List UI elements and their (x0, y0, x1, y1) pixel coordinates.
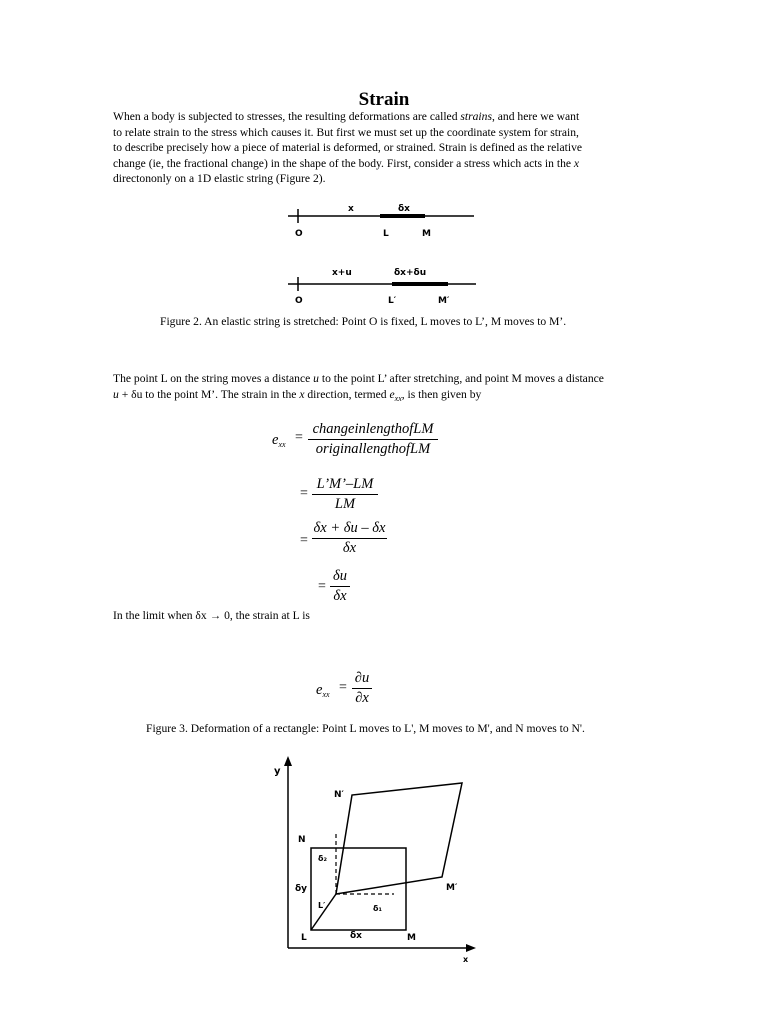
second-paragraph (113, 371, 658, 406)
y-axis-arrow (284, 756, 292, 766)
fraction-length-ratio: changeinlengthofLM originallengthofLM (308, 421, 438, 458)
para2-line-1: The point L on the string moves a distance u to the point L’ after stretching, and point M moves a distance (113, 372, 604, 385)
final-equals-sign: = (339, 680, 347, 695)
figure-3-caption: Figure 3. Deformation of a rectangle: Point L moves to L', M moves to M', and N moves to N'. (146, 722, 585, 735)
page-title: Strain (358, 89, 410, 110)
intro-line-2: to relate strain to the stress which causes it. But first we must set up the coordinate system for strain, (113, 125, 579, 139)
equals-sign-3: = (300, 533, 308, 548)
final-strain-lhs: $e_{xx}$ (316, 682, 330, 699)
label-m-prime: M′ (438, 296, 450, 306)
fraction-lm-difference: L’M’–LM LM (312, 476, 378, 513)
figure-2-caption: Figure 2. An elastic string is stretched: Point O is fixed, L moves to L’, M moves to M’. (160, 315, 567, 328)
deformed-parallelogram (336, 783, 462, 894)
fraction-delta-expansion: δx + δu – δx δx (313, 520, 386, 556)
fraction-du-over-dx: δu δx (330, 568, 350, 605)
x-axis-arrow (466, 944, 476, 952)
label-n-prime: N′ (334, 790, 344, 800)
equals-sign-4: = (318, 579, 326, 594)
label-m: M (422, 229, 431, 239)
label-delta-y: δy (295, 884, 308, 894)
label-o-top: O (295, 229, 303, 239)
intro-paragraph (113, 109, 673, 187)
label-y-axis: y (274, 766, 281, 777)
label-dx: δx (398, 204, 410, 214)
label-o-bottom: O (295, 296, 303, 306)
label-dx-plus-du: δx+δu (394, 268, 427, 278)
label-n: N (298, 835, 306, 845)
intro-line-3: to describe precisely how a piece of material is deformed, or strained. Strain is defined as the relative (113, 141, 583, 154)
intro-line-5: directononly on a 1D elastic string (Figure 2). (113, 172, 326, 185)
final-partial-derivative: ∂u ∂x (352, 670, 372, 707)
intro-line-1: When a body is subjected to stresses, the resulting deformations are called strains, and here we want (113, 110, 580, 123)
label-x: x (348, 204, 354, 214)
label-m-prime: M′ (446, 883, 458, 893)
label-x-plus-u: x+u (332, 268, 352, 278)
figure-2-string-diagram (280, 196, 485, 311)
label-x-axis: x (463, 955, 469, 964)
strain-lhs: $e_{xx}$ (272, 432, 286, 449)
label-l: L (301, 933, 307, 943)
label-m: M (407, 933, 416, 943)
displacement-line (311, 894, 336, 930)
para2-line-2: u + δu to the point M’. The strain in the x direction, termed $e_{xx}$, is then given by (113, 387, 482, 403)
equals-sign-1: = (295, 430, 303, 445)
intro-line-4: change (ie, the fractional change) in the shape of the body. First, consider a stress which acts in the x (113, 156, 580, 170)
figure-3-rectangle-deformation (266, 750, 486, 965)
label-delta-2: δ₂ (318, 854, 327, 863)
label-l-prime: L′ (388, 296, 397, 306)
label-l-prime: L′ (318, 901, 326, 910)
label-delta-1: δ₁ (373, 904, 382, 913)
label-l: L (383, 229, 389, 239)
limit-text: In the limit when δx → 0, the strain at L is (113, 609, 310, 622)
label-delta-x: δx (350, 931, 362, 941)
equals-sign-2: = (300, 486, 308, 501)
